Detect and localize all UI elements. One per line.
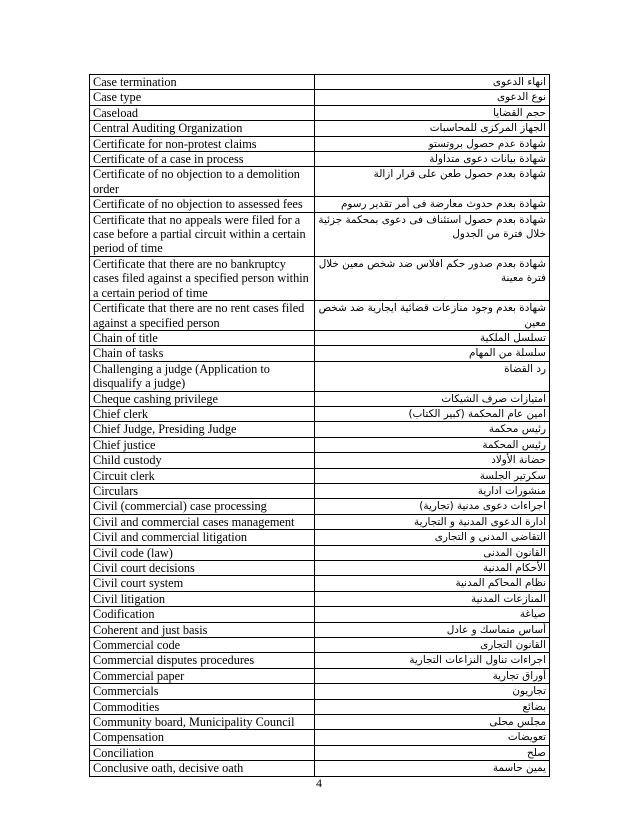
glossary-row	[90, 499, 550, 514]
glossary-row	[90, 668, 550, 683]
glossary-row	[90, 699, 550, 714]
arabic-term: حضانة الأولاد	[315, 453, 550, 468]
english-term: Chief clerk	[90, 406, 315, 421]
glossary-row	[90, 745, 550, 760]
glossary-row	[90, 422, 550, 437]
glossary-row	[90, 607, 550, 622]
arabic-term: نوع الدعوى	[315, 90, 550, 105]
arabic-term: شهادة بعدم وجود منازعات قضائية ايجارية ضد شخص معين	[315, 301, 550, 331]
arabic-term: شهادة بيانات دعوى متداولة	[315, 152, 550, 167]
arabic-term: تعويضات	[315, 730, 550, 745]
glossary-body	[90, 75, 550, 777]
english-term: Civil court decisions	[90, 561, 315, 576]
arabic-term: ادارة الدعوى المدنية و التجارية	[315, 514, 550, 529]
english-term: Community board, Municipality Council	[90, 715, 315, 730]
arabic-term: اجراءات دعوى مدنية (تجارية)	[315, 499, 550, 514]
glossary-row	[90, 361, 550, 391]
glossary-row	[90, 75, 550, 90]
arabic-term: شهادة بعدم حصول طعن على قرار ازالة	[315, 167, 550, 197]
glossary-row	[90, 761, 550, 776]
arabic-term: الجهاز المركزى للمحاسبات	[315, 121, 550, 136]
english-term: Chief justice	[90, 437, 315, 452]
english-term: Circulars	[90, 483, 315, 498]
english-term: Commercial paper	[90, 668, 315, 683]
english-term: Civil court system	[90, 576, 315, 591]
english-term: Certificate that there are no rent cases filed against a specified person	[90, 301, 315, 331]
glossary-row	[90, 105, 550, 120]
glossary-row	[90, 437, 550, 452]
glossary-row	[90, 591, 550, 606]
arabic-term: تجاريون	[315, 684, 550, 699]
english-term: Central Auditing Organization	[90, 121, 315, 136]
arabic-term: شهادة بعدم صدور حكم افلاس ضد شخص معين خلال فترة معينة	[315, 256, 550, 300]
english-term: Civil code (law)	[90, 545, 315, 560]
glossary-row	[90, 453, 550, 468]
arabic-term: رد القضاة	[315, 361, 550, 391]
english-term: Certificate of no objection to assessed fees	[90, 197, 315, 212]
english-term: Challenging a judge (Application to disqualify a judge)	[90, 361, 315, 391]
glossary-row	[90, 197, 550, 212]
arabic-term: يمين حاسمة	[315, 761, 550, 776]
english-term: Case type	[90, 90, 315, 105]
english-term: Commercial code	[90, 638, 315, 653]
glossary-row	[90, 167, 550, 197]
arabic-term: شهادة بعدم حدوث معارضة فى أمر تقدير رسوم	[315, 197, 550, 212]
glossary-row	[90, 391, 550, 406]
glossary-row	[90, 301, 550, 331]
arabic-term: حجم القضايا	[315, 105, 550, 120]
glossary-row	[90, 545, 550, 560]
english-term: Commodities	[90, 699, 315, 714]
arabic-term: أساس متماسك و عادل	[315, 622, 550, 637]
english-term: Cheque cashing privilege	[90, 391, 315, 406]
arabic-term: أوراق تجارية	[315, 668, 550, 683]
english-term: Chain of title	[90, 330, 315, 345]
arabic-term: المنازعات المدنية	[315, 591, 550, 606]
arabic-term: الأحكام المدنية	[315, 561, 550, 576]
english-term: Civil and commercial cases management	[90, 514, 315, 529]
english-term: Certificate for non-protest claims	[90, 136, 315, 151]
glossary-row	[90, 90, 550, 105]
glossary-row	[90, 730, 550, 745]
english-term: Commercials	[90, 684, 315, 699]
glossary-row	[90, 152, 550, 167]
english-term: Codification	[90, 607, 315, 622]
glossary-row	[90, 514, 550, 529]
arabic-term: القانون التجارى	[315, 638, 550, 653]
english-term: Conciliation	[90, 745, 315, 760]
arabic-term: سكرتير الجلسة	[315, 468, 550, 483]
arabic-term: القانون المدنى	[315, 545, 550, 560]
glossary-row	[90, 330, 550, 345]
arabic-term: صلح	[315, 745, 550, 760]
glossary-row	[90, 483, 550, 498]
arabic-term: نظام المحاكم المدنية	[315, 576, 550, 591]
arabic-term: انهاء الدعوى	[315, 75, 550, 90]
arabic-term: شهادة بعدم حصول استئناف فى دعوى بمحكمة جزئية خلال فترة من الجدول	[315, 212, 550, 256]
glossary-row	[90, 406, 550, 421]
english-term: Chief Judge, Presiding Judge	[90, 422, 315, 437]
glossary-row	[90, 684, 550, 699]
arabic-term: بضائع	[315, 699, 550, 714]
english-term: Certificate of a case in process	[90, 152, 315, 167]
glossary-row	[90, 136, 550, 151]
arabic-term: صياغة	[315, 607, 550, 622]
arabic-term: تسلسل الملكية	[315, 330, 550, 345]
glossary-row	[90, 530, 550, 545]
glossary-row	[90, 622, 550, 637]
arabic-term: مجلس محلى	[315, 715, 550, 730]
glossary-row	[90, 212, 550, 256]
english-term: Circuit clerk	[90, 468, 315, 483]
english-term: Child custody	[90, 453, 315, 468]
glossary-row	[90, 561, 550, 576]
arabic-term: سلسلة من المهام	[315, 346, 550, 361]
english-term: Chain of tasks	[90, 346, 315, 361]
english-term: Civil and commercial litigation	[90, 530, 315, 545]
glossary-row	[90, 653, 550, 668]
arabic-term: رئيس المحكمة	[315, 437, 550, 452]
arabic-term: منشورات ادارية	[315, 483, 550, 498]
glossary-table	[89, 74, 550, 777]
english-term: Civil litigation	[90, 591, 315, 606]
arabic-term: امتيازات صرف الشيكات	[315, 391, 550, 406]
english-term: Caseload	[90, 105, 315, 120]
glossary-row	[90, 256, 550, 300]
arabic-term: التقاضى المدنى و التجارى	[315, 530, 550, 545]
glossary-row	[90, 715, 550, 730]
glossary-row	[90, 638, 550, 653]
arabic-term: اجراءات تناول النزاعات التجارية	[315, 653, 550, 668]
glossary-row	[90, 576, 550, 591]
english-term: Civil (commercial) case processing	[90, 499, 315, 514]
english-term: Coherent and just basis	[90, 622, 315, 637]
english-term: Certificate that there are no bankruptcy cases filed against a specified person within a certain period of time	[90, 256, 315, 300]
arabic-term: رئيس محكمة	[315, 422, 550, 437]
glossary-row	[90, 121, 550, 136]
english-term: Certificate of no objection to a demolition order	[90, 167, 315, 197]
arabic-term: شهادة عدم حصول بروتستو	[315, 136, 550, 151]
english-term: Commercial disputes procedures	[90, 653, 315, 668]
english-term: Case termination	[90, 75, 315, 90]
glossary-row	[90, 346, 550, 361]
arabic-term: امين عام المحكمة (كبير الكتاب)	[315, 406, 550, 421]
page-number: 4	[316, 776, 322, 790]
english-term: Certificate that no appeals were filed for a case before a partial circuit within a certain period of time	[90, 212, 315, 256]
english-term: Conclusive oath, decisive oath	[90, 761, 315, 776]
glossary-row	[90, 468, 550, 483]
english-term: Compensation	[90, 730, 315, 745]
